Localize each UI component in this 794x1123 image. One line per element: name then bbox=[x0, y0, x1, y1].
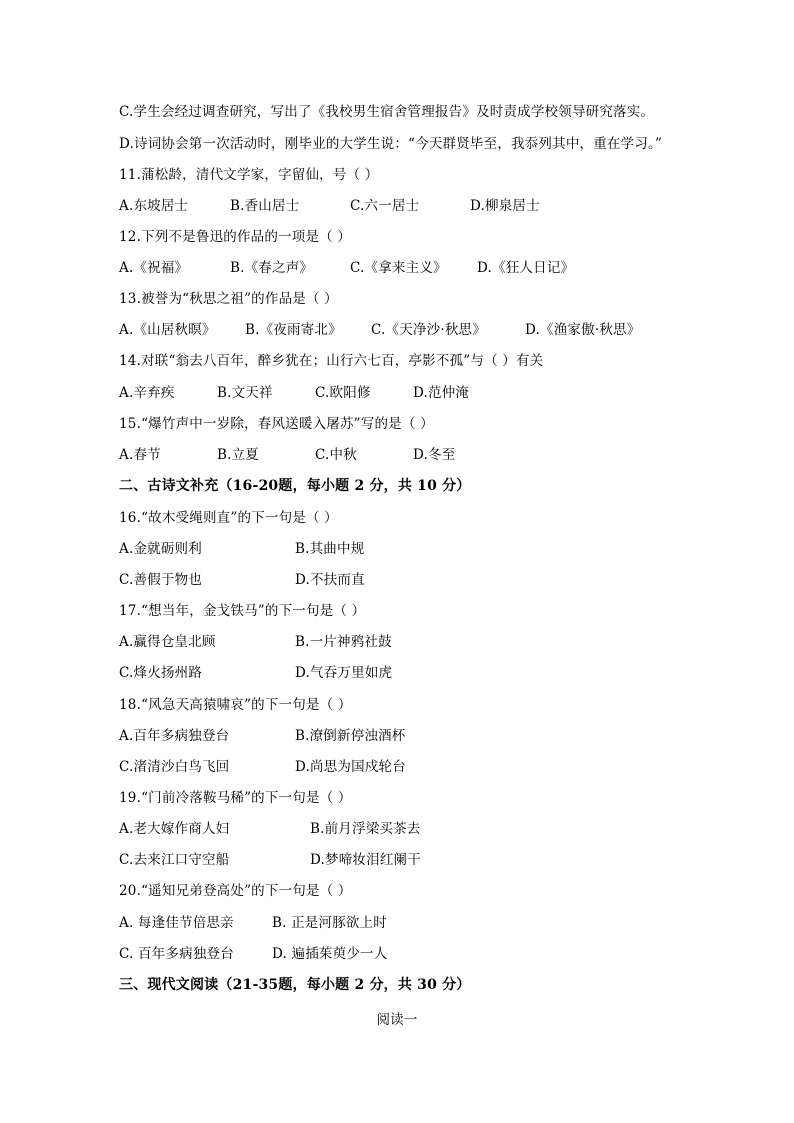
option-c: C.渚清沙白鸟飞回 bbox=[119, 759, 230, 775]
option-b: B.潦倒新停浊酒杯 bbox=[295, 728, 406, 744]
option-a: A.春节 bbox=[119, 447, 161, 463]
section-2-heading: 二、古诗文补充（16-20题，每小题 2 分，共 10 分） bbox=[119, 478, 471, 494]
option-d: D.《渔家傲·秋思》 bbox=[525, 322, 641, 338]
option-d: D.尚思为国戍轮台 bbox=[295, 759, 406, 775]
section-3-heading: 三、现代文阅读（21-35题，每小题 2 分，共 30 分） bbox=[119, 977, 471, 993]
option-a: A.辛弃疾 bbox=[119, 385, 175, 401]
option-a: A.老大嫁作商人妇 bbox=[119, 821, 230, 837]
option-d: D. 遍插茱萸少一人 bbox=[272, 946, 388, 962]
question-12-stem: 12.下列不是鲁迅的作品的一项是（ ） bbox=[119, 229, 352, 245]
question-11-stem: 11.蒲松龄，清代文学家，字留仙，号（ ） bbox=[119, 167, 379, 183]
option-b: B.文天祥 bbox=[217, 385, 273, 401]
option-c: C.去来江口守空船 bbox=[119, 852, 230, 868]
question-19-stem: 19.“门前冷落鞍马稀”的下一句是（ ） bbox=[119, 790, 352, 806]
option-a: A. 每逢佳节倍思亲 bbox=[119, 915, 234, 931]
question-13-stem: 13.被誉为“秋思之祖”的作品是（ ） bbox=[119, 291, 338, 307]
option-a: A.《祝福》 bbox=[119, 260, 189, 276]
option-b: B.一片神鸦社鼓 bbox=[295, 634, 392, 650]
option-b: B.《夜雨寄北》 bbox=[245, 322, 342, 338]
option-a: A.东坡居士 bbox=[119, 198, 189, 214]
option-d: D.不扶而直 bbox=[295, 572, 365, 588]
option-b: B.《春之声》 bbox=[230, 260, 314, 276]
question-18-stem: 18.“风急天高猿啸哀”的下一句是（ ） bbox=[119, 697, 352, 713]
option-a: A.《山居秋暝》 bbox=[119, 322, 216, 338]
question-16-stem: 16.“故木受绳则直”的下一句是（ ） bbox=[119, 510, 338, 526]
question-15-stem: 15.“爆竹声中一岁除，春风送暖入屠苏”写的是（ ） bbox=[119, 416, 434, 432]
option-a: A.金就砺则利 bbox=[119, 541, 202, 557]
reading-label: 阅读一 bbox=[376, 1012, 418, 1028]
question-20-stem: 20.“遥知兄弟登高处”的下一句是（ ） bbox=[119, 883, 352, 899]
option-c: C. 百年多病独登台 bbox=[119, 946, 234, 962]
option-b: B.立夏 bbox=[217, 447, 260, 463]
option-c: C.烽火扬州路 bbox=[119, 665, 203, 681]
q10-option-c: C.学生会经过调查研究，写出了《我校男生宿舍管理报告》及时责成学校领导研究落实。 bbox=[119, 104, 655, 120]
option-d: D.《狂人日记》 bbox=[477, 260, 575, 276]
option-c: C.善假于物也 bbox=[119, 572, 203, 588]
option-d: D.范仲淹 bbox=[413, 385, 470, 401]
q10-option-d: D.诗词协会第一次活动时，刚毕业的大学生说：“今天群贤毕至，我忝列其中，重在学习。” bbox=[119, 136, 663, 152]
option-b: B. 正是河豚欲上时 bbox=[272, 915, 388, 931]
option-b: B.前月浮梁买茶去 bbox=[310, 821, 421, 837]
option-a: A.百年多病独登台 bbox=[119, 728, 230, 744]
option-c: C.《拿来主义》 bbox=[350, 260, 447, 276]
option-c: C.《天净沙·秋思》 bbox=[371, 322, 486, 338]
option-b: B.其曲中规 bbox=[295, 541, 365, 557]
option-c: C.中秋 bbox=[315, 447, 357, 463]
option-d: D.梦啼妆泪红阑干 bbox=[310, 852, 421, 868]
option-c: C.欧阳修 bbox=[315, 385, 371, 401]
option-d: D.柳泉居士 bbox=[470, 198, 540, 214]
option-d: D.气吞万里如虎 bbox=[295, 665, 393, 681]
option-b: B.香山居士 bbox=[230, 198, 300, 214]
option-c: C.六一居士 bbox=[350, 198, 420, 214]
option-d: D.冬至 bbox=[413, 447, 456, 463]
question-17-stem: 17.“想当年，金戈铁马”的下一句是（ ） bbox=[119, 603, 366, 619]
question-14-stem: 14.对联“翁去八百年，醉乡犹在；山行六七百，亭影不孤”与（ ）有关 bbox=[119, 353, 544, 369]
option-a: A.赢得仓皇北顾 bbox=[119, 634, 216, 650]
